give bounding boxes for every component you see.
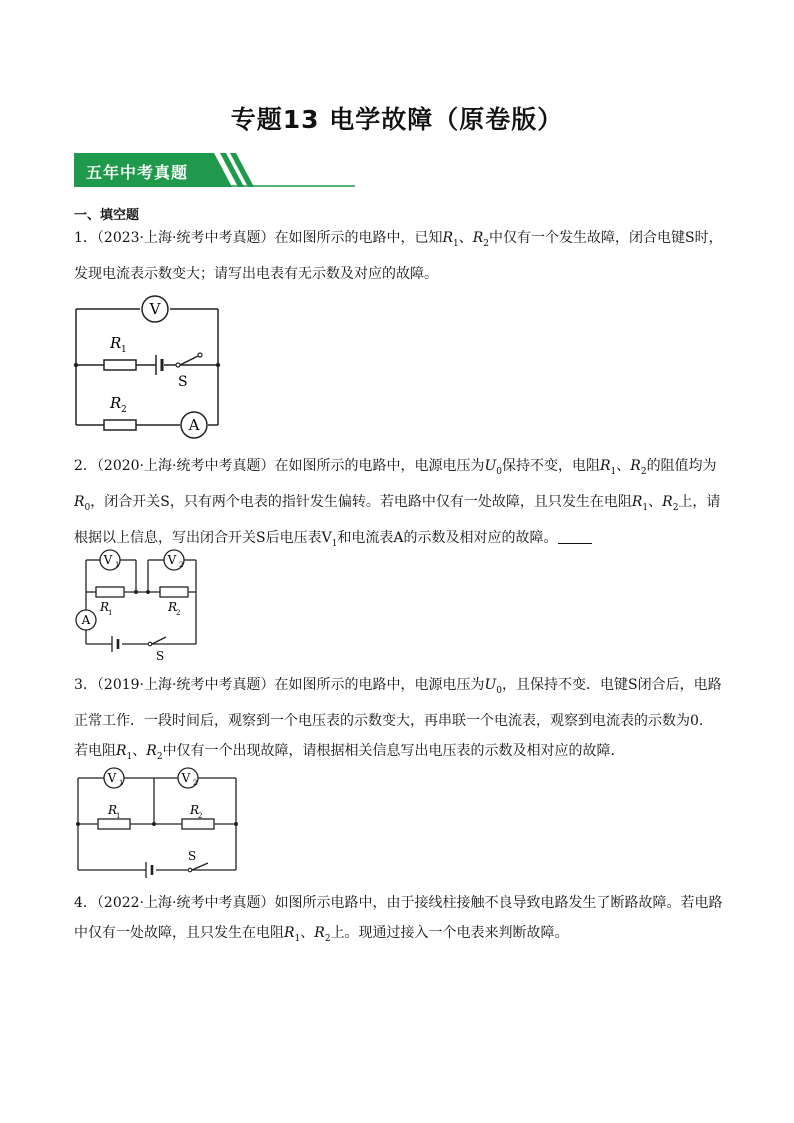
resistor-r2-label: R [168,600,178,614]
question-3: 3．（2019·上海·统考中考真题）在如图所示的电路中，电源电压为$U_0$，且保持不变．电键S闭合后，电路正常工作．一段时间后，观察到一个电压表的示数变大，再串联一个电流表，观察到电流表的示数为0．若电阻$R_1$、$R_2$中仅有一个出现故障，请根据相关信息写出电压表的示数及相对应的故障． [74,677,722,762]
page-title: 专题13 电学故障（原卷版） [230,105,564,134]
svg-text:2: 2 [121,405,127,415]
circuit-diagram-2 [72,548,204,663]
voltmeter-v2-label: V [167,553,177,567]
svg-text:1: 1 [121,345,127,355]
ammeter-label: A [81,613,91,627]
resistor-r2-label: R [190,803,200,817]
resistor-r1-label: R [110,334,122,352]
svg-text:1: 1 [115,561,120,569]
svg-text:2: 2 [176,609,181,617]
svg-text:1: 1 [119,779,124,787]
resistor-r1-label: R [100,600,110,614]
svg-text:1: 1 [108,609,113,617]
svg-text:2: 2 [193,779,198,787]
switch-label: S [178,374,188,390]
resistor-r1-label: R [108,803,118,817]
switch-label: S [188,849,197,863]
answer-blank[interactable] [558,527,592,544]
ammeter-label: A [188,416,200,434]
section-heading: 一、填空题 [74,208,140,223]
svg-text:1: 1 [116,812,121,820]
resistor-r2-label: R [110,394,122,412]
switch-label: S [156,649,165,663]
circuit-diagram-1 [70,292,230,442]
circuit-diagram-3 [72,768,242,878]
question-4: 4．（2022·上海·统考中考真题）如图所示电路中，由于接线柱接触不良导致电路发生了断路故障。若电路中仅有一处故障，且只发生在电阻$R_1$、$R_2$上。现通过接入一个电表来判断故障。 [74,895,723,944]
svg-text:2: 2 [198,812,203,820]
voltmeter-v2-label: V [181,771,191,785]
question-2: 2．（2020·上海·统考中考真题）在如图所示的电路中，电源电压为$U_0$保持不变，电阻$R_1$、$R_2$的阻值均为$R_0$，闭合开关S，只有两个电表的指针发生偏转。若电路中仅有一处故障，且只发生在电阻$R_1$、$R_2$上，请根据以上信息，写出闭合开关S后电压表$V_1$和电流表A的示数及相对应的故障。 [74,458,721,549]
banner-title: 五年中考真题 [86,163,189,182]
voltmeter-v1-label: V [107,771,117,785]
question-1: 1．（2023·上海·统考中考真题）在如图所示的电路中，已知$R_1$、$R_2$中仅有一个发生故障，闭合电键S时，发现电流表示数变大；请写出电表有无示数及对应的故障。 [74,230,723,282]
voltmeter-v1-label: V [103,553,113,567]
svg-text:2: 2 [179,561,184,569]
voltmeter-label: V [149,300,161,318]
